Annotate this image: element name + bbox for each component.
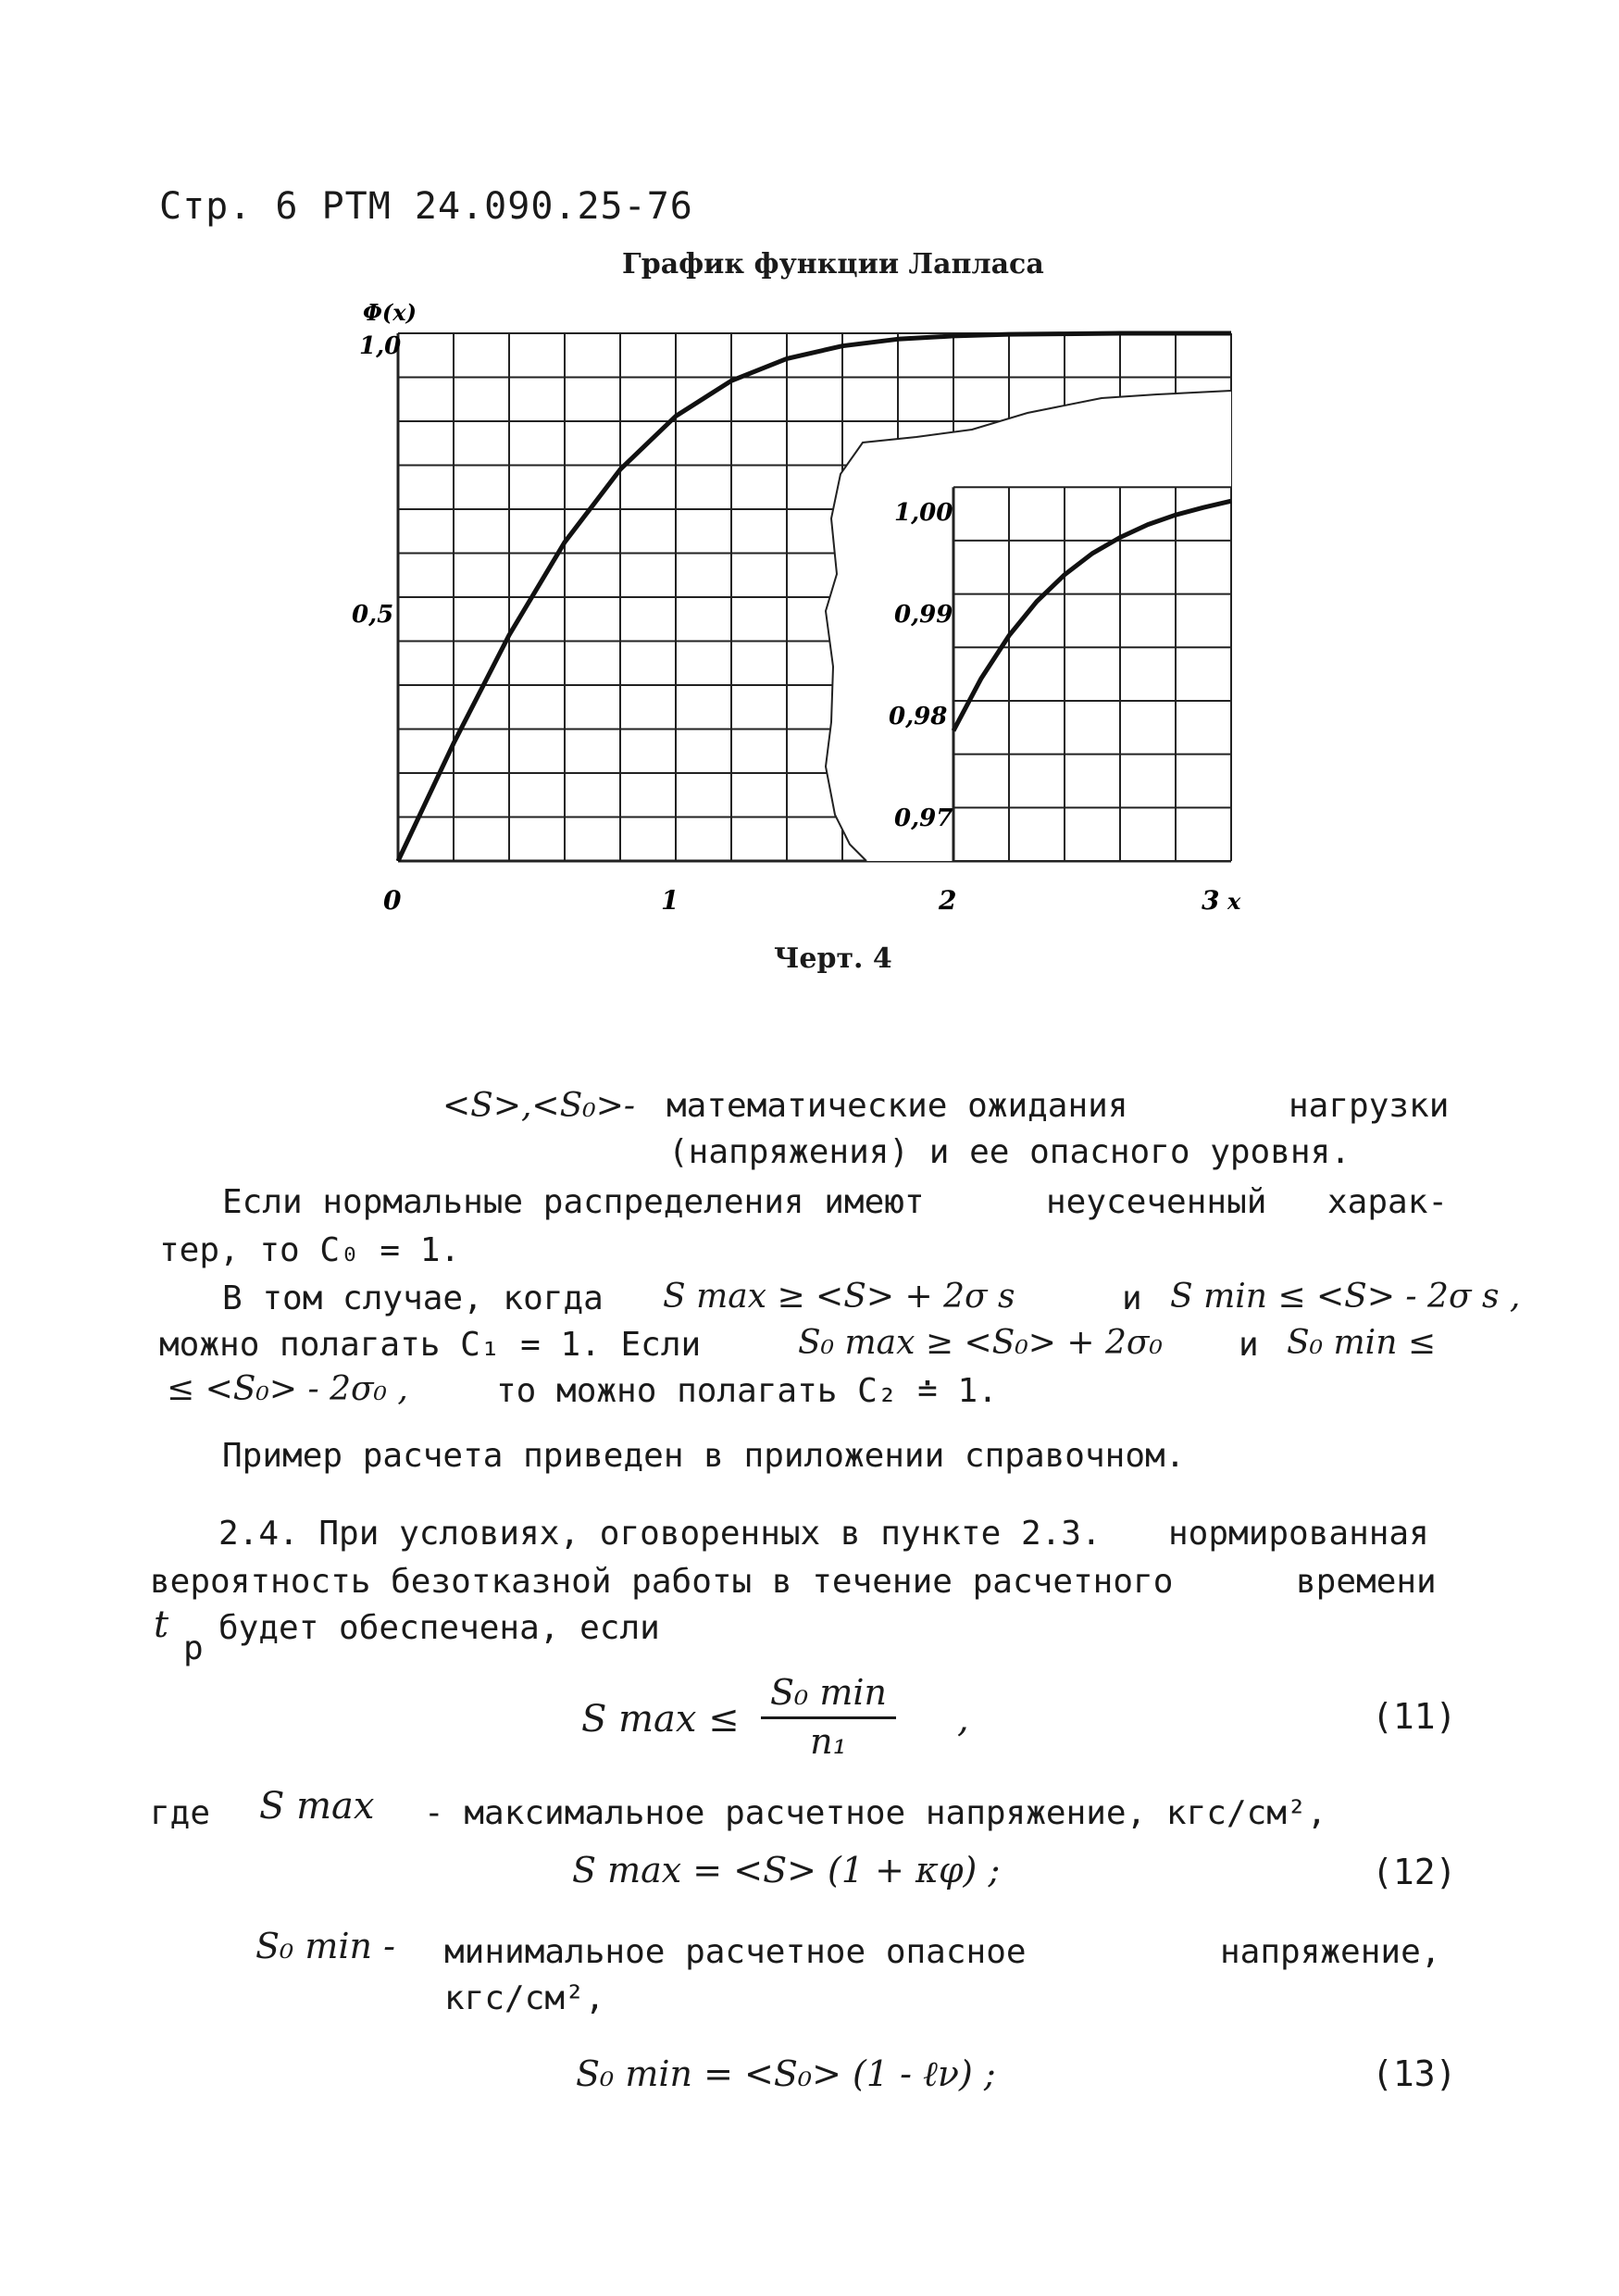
text-line: и <box>1122 1279 1142 1317</box>
symbol-t: t <box>154 1603 169 1646</box>
text-line: где <box>150 1794 211 1832</box>
text-line: будет обеспечена, если <box>218 1609 660 1647</box>
formula-s0min-condition: S₀ min ≤ <box>1287 1324 1436 1362</box>
text-line: (напряжения) и ее опасного уровня. <box>668 1133 1351 1171</box>
text-line: времени <box>1296 1563 1437 1601</box>
text-line: кгс/см², <box>444 1979 605 2017</box>
text-line: нормированная <box>1168 1515 1429 1553</box>
x-axis-label: x <box>1227 888 1241 915</box>
text-line: напряжение, <box>1220 1933 1441 1971</box>
formula-s0max-condition: S₀ max ≥ <S₀> + 2σ₀ <box>798 1324 1163 1362</box>
inset-y-tick-label: 1,00 <box>894 499 953 527</box>
text-line: то можно полагать C₂ ≐ 1. <box>496 1372 998 1410</box>
text-line: тер, то C₀ = 1. <box>159 1231 461 1269</box>
symbol-smax: S max <box>259 1785 375 1828</box>
inset-y-tick-label: 0,97 <box>894 805 953 832</box>
equation-11-numerator: S₀ min <box>761 1672 896 1719</box>
inset-y-tick-label: 0,99 <box>894 601 953 629</box>
text-line: В том случае, когда <box>222 1279 604 1317</box>
figure-caption: Черт. 4 <box>774 942 892 975</box>
y-axis-label: Φ(x) <box>363 299 417 326</box>
equation-11-lhs: S max ≤ <box>581 1698 740 1741</box>
x-tick-label: 3 <box>1202 885 1220 916</box>
inset-paper <box>826 391 1231 861</box>
formula-s0min-condition-cont: ≤ <S₀> - 2σ₀ , <box>167 1370 408 1408</box>
formula-smax-condition: S max ≥ <S> + 2σ s <box>663 1278 1015 1316</box>
equation-12-number: (12) <box>1372 1852 1457 1892</box>
text-line: харак- <box>1327 1183 1449 1221</box>
symbol-s-s0: <S>,<S₀>- <box>442 1087 636 1125</box>
text-line: вероятность безотказной работы в течение расчетного <box>150 1563 1174 1601</box>
equation-12: S max = <S> (1 + κφ) ; <box>572 1850 1001 1890</box>
text-line: Если нормальные распределения имеют <box>222 1183 925 1221</box>
text-line: Пример расчета приведен в приложении справочном. <box>222 1437 1186 1475</box>
text-line: можно полагать C₁ = 1. Если <box>159 1326 702 1364</box>
text-line: неусеченный <box>1046 1183 1267 1221</box>
equation-11-comma: , <box>957 1698 969 1741</box>
laplace-chart <box>342 296 1250 926</box>
symbol-t-subscript: р <box>183 1629 204 1667</box>
text-line: и <box>1239 1326 1259 1364</box>
equation-13-number: (13) <box>1372 2053 1457 2094</box>
y-tick-label: 0,5 <box>352 601 394 629</box>
page-header: Стр. 6 РТМ 24.090.25-76 <box>159 185 693 228</box>
x-tick-label: 2 <box>939 885 957 916</box>
equation-13: S₀ min = <S₀> (1 - ℓν) ; <box>576 2053 996 2094</box>
x-tick-label: 0 <box>383 885 402 916</box>
text-line: математические ожидания <box>666 1087 1128 1125</box>
y-tick-label: 1,0 <box>359 332 402 360</box>
text-line: 2.4. При условиях, оговоренных в пункте 2.3. <box>218 1515 1102 1553</box>
equation-11-denominator: n₁ <box>810 1721 847 1762</box>
figure-title: График функции Лапласа <box>622 248 1044 281</box>
equation-11-number: (11) <box>1372 1696 1457 1737</box>
x-tick-label: 1 <box>661 885 679 916</box>
inset-y-tick-label: 0,98 <box>889 703 948 730</box>
text-line: нагрузки <box>1289 1087 1450 1125</box>
formula-smin-condition: S min ≤ <S> - 2σ s , <box>1170 1278 1521 1316</box>
text-line: минимальное расчетное опасное <box>444 1933 1027 1971</box>
text-line: - максимальное расчетное напряжение, кгс/см², <box>424 1794 1327 1832</box>
equation-11-fraction <box>761 1672 896 1762</box>
chart-inset <box>826 391 1231 861</box>
symbol-s0min: S₀ min - <box>255 1926 395 1966</box>
